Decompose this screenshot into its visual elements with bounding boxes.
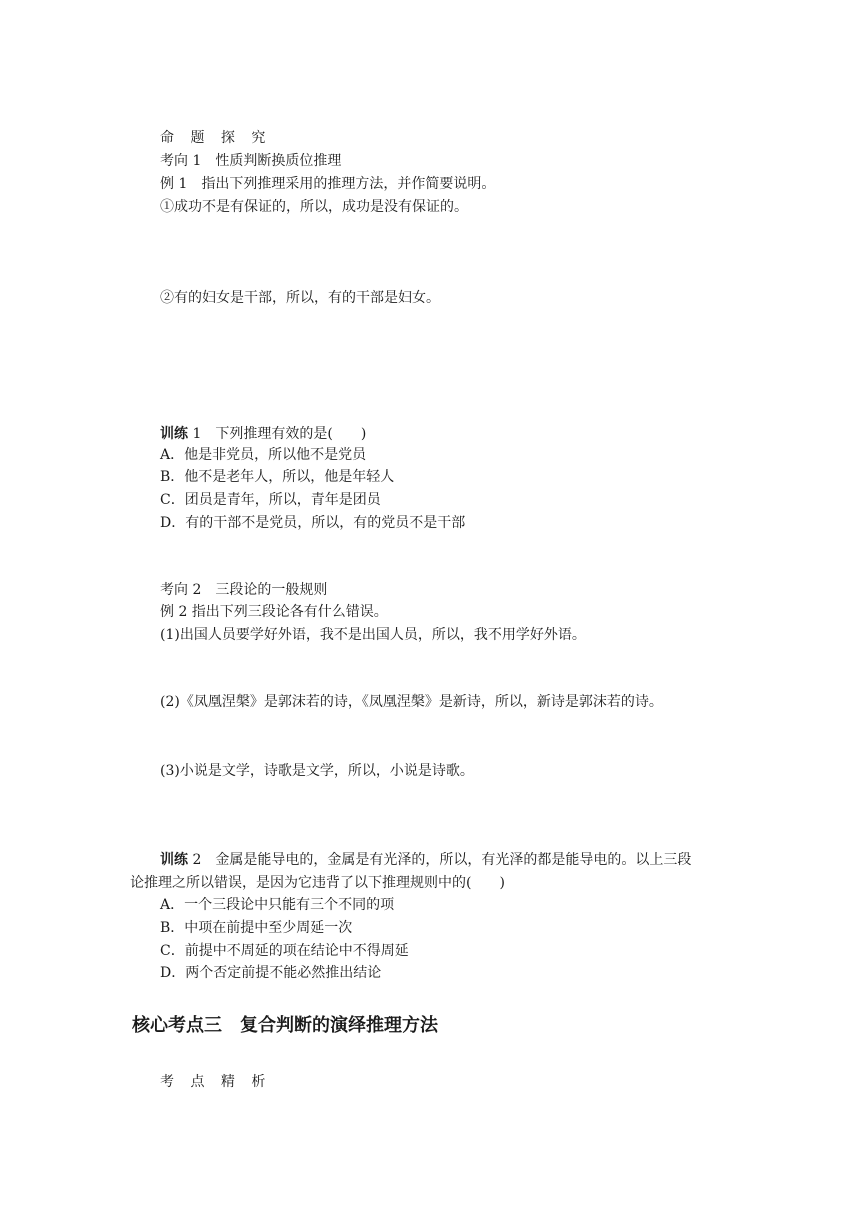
section-label-kaodian: 考 点 精 析: [160, 1074, 272, 1090]
training-2-question-line-1: [160, 850, 691, 870]
training-2-option-d: D．两个否定前提不能必然推出结论: [160, 965, 382, 981]
training-2-option-c: C．前提中不周延的项在结论中不得周延: [160, 943, 409, 959]
training-2-text-1: 2 金属是能导电的，金属是有光泽的，所以，有光泽的都是能导电的。以上三段: [188, 852, 692, 868]
example-2-item-1: (1)出国人员要学好外语，我不是出国人员，所以，我不用学好外语。: [160, 627, 586, 643]
example-1-item-2: ②有的妇女是干部，所以，有的干部是妇女。: [160, 290, 440, 306]
section-2-heading: 核心考点三 复合判断的演绎推理方法: [132, 1015, 438, 1036]
section-label-mingti: 命 题 探 究: [160, 130, 272, 146]
training-2-option-a: A．一个三段论中只能有三个不同的项: [160, 897, 395, 913]
training-1-option-b: B．他不是老年人，所以，他是年轻人: [160, 469, 395, 485]
topic-1-title: 考向 1 性质判断换质位推理: [160, 153, 342, 169]
topic-2-title: 考向 2 三段论的一般规则: [160, 582, 328, 598]
example-2-item-3: (3)小说是文学，诗歌是文学，所以，小说是诗歌。: [160, 763, 474, 779]
training-1-option-d: D．有的干部不是党员，所以，有的党员不是干部: [160, 515, 466, 531]
training-2-question-line-2: 论推理之所以错误，是因为它违背了以下推理规则中的( ): [130, 875, 505, 891]
example-2: 例 2 指出下列三段论各有什么错误。: [160, 604, 388, 620]
example-1-item-1: ①成功不是有保证的，所以，成功是没有保证的。: [160, 199, 468, 215]
training-2-option-b: B．中项在前提中至少周延一次: [160, 920, 353, 936]
example-2-item-2: (2)《凤凰涅槃》是郭沫若的诗，《凤凰涅槃》是新诗，所以，新诗是郭沫若的诗。: [160, 694, 663, 710]
training-1-option-c: C．团员是青年，所以，青年是团员: [160, 492, 381, 508]
training-1-label: 训练: [160, 426, 188, 442]
training-1-option-a: A．他是非党员，所以他不是党员: [160, 447, 367, 463]
training-1-question: [160, 424, 366, 444]
training-1-text: 1 下列推理有效的是( ): [188, 426, 367, 442]
example-1: 例 1 指出下列推理采用的推理方法，并作简要说明。: [160, 176, 496, 192]
training-2-label: 训练: [160, 852, 188, 868]
